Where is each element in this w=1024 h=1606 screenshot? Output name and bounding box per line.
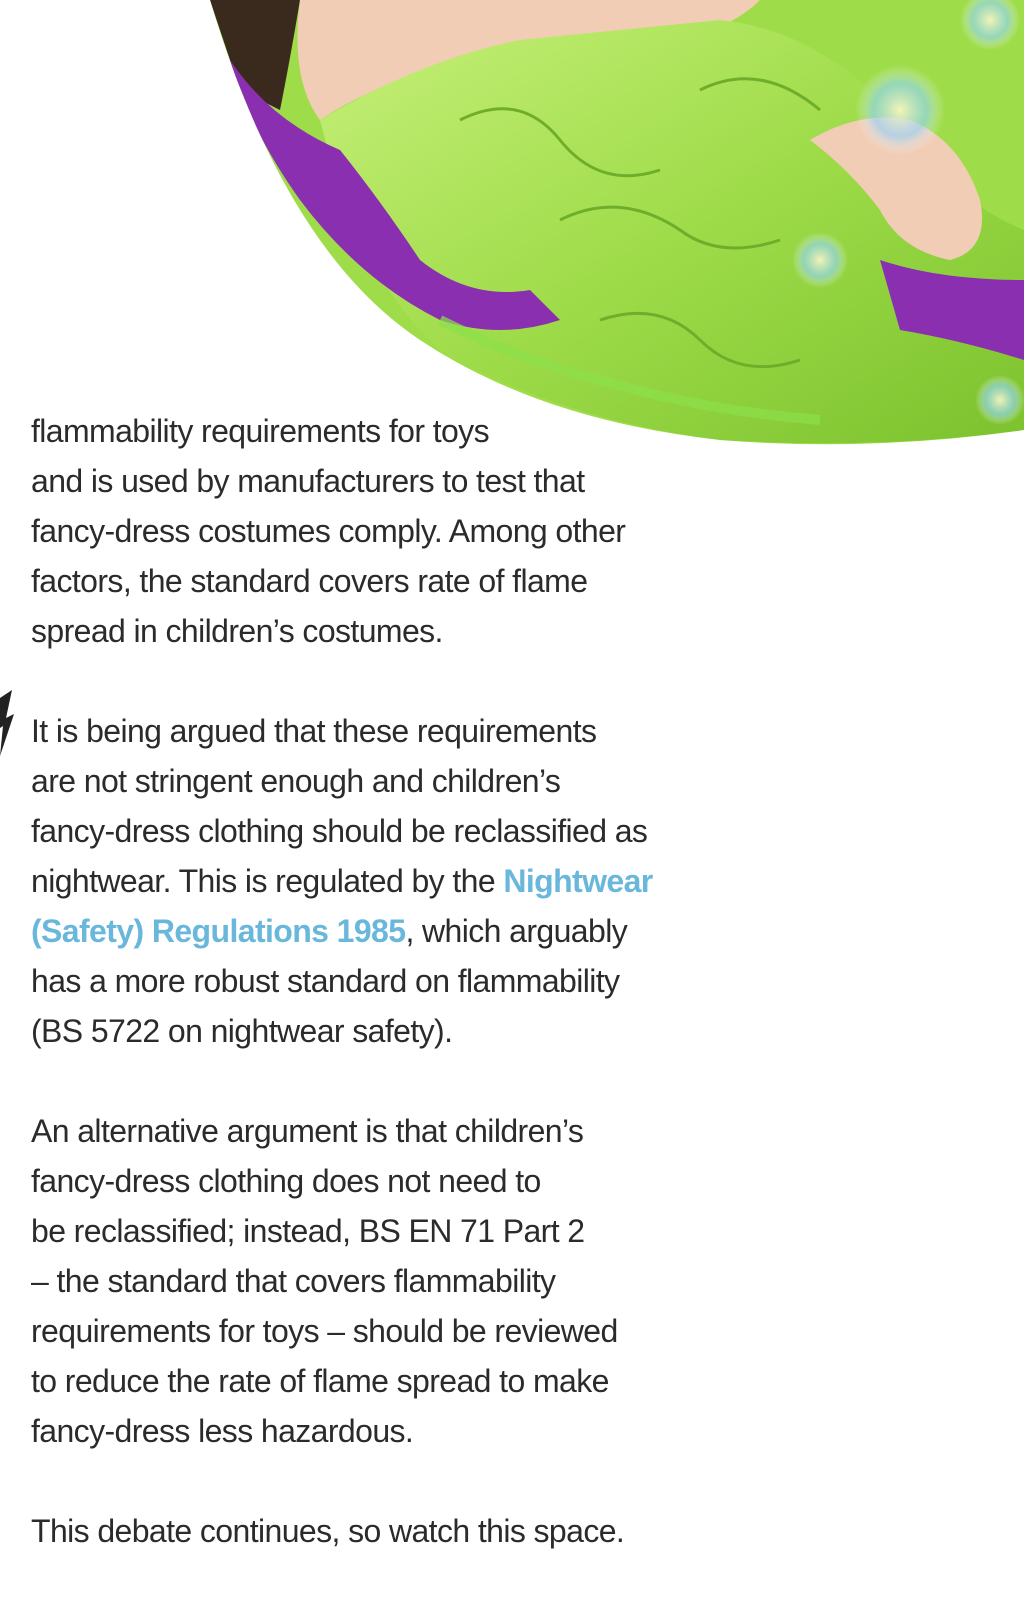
paragraph-2-text-before: It is being argued that these requirements are not stringent enough and children’s fancy-dress clothing should be reclassified as nightwear. This is regulated by the	[31, 713, 648, 899]
nightwear-regulations-link[interactable]: Nightwear (Safety) Regulations 1985	[31, 863, 653, 949]
fancy-dress-child-photo-icon	[0, 0, 1024, 460]
fancy-dress-photo	[0, 0, 1024, 460]
paragraph-3: An alternative argument is that children’s fancy-dress clothing does not need to be reclassified; instead, BS EN 71 Part 2 – the standard that covers flammability requirements for toys – should be reviewed to reduce the rate of flame spread to make fancy-dress less hazardous.	[31, 1113, 618, 1449]
paragraph-1: flammability requirements for toys and is used by manufacturers to test that fancy-dress costumes comply. Among other factors, the standard covers rate of flame spread in children’s costumes.	[31, 413, 626, 649]
article-body	[31, 406, 731, 1606]
paragraph-2	[31, 706, 731, 1056]
lightning-bolt-icon	[0, 690, 16, 756]
paragraph-2-text-after: , which arguably has a more robust standard on flammability (BS 5722 on nightwear safety).	[31, 913, 628, 1049]
paragraph-4: This debate continues, so watch this space.	[31, 1513, 625, 1549]
